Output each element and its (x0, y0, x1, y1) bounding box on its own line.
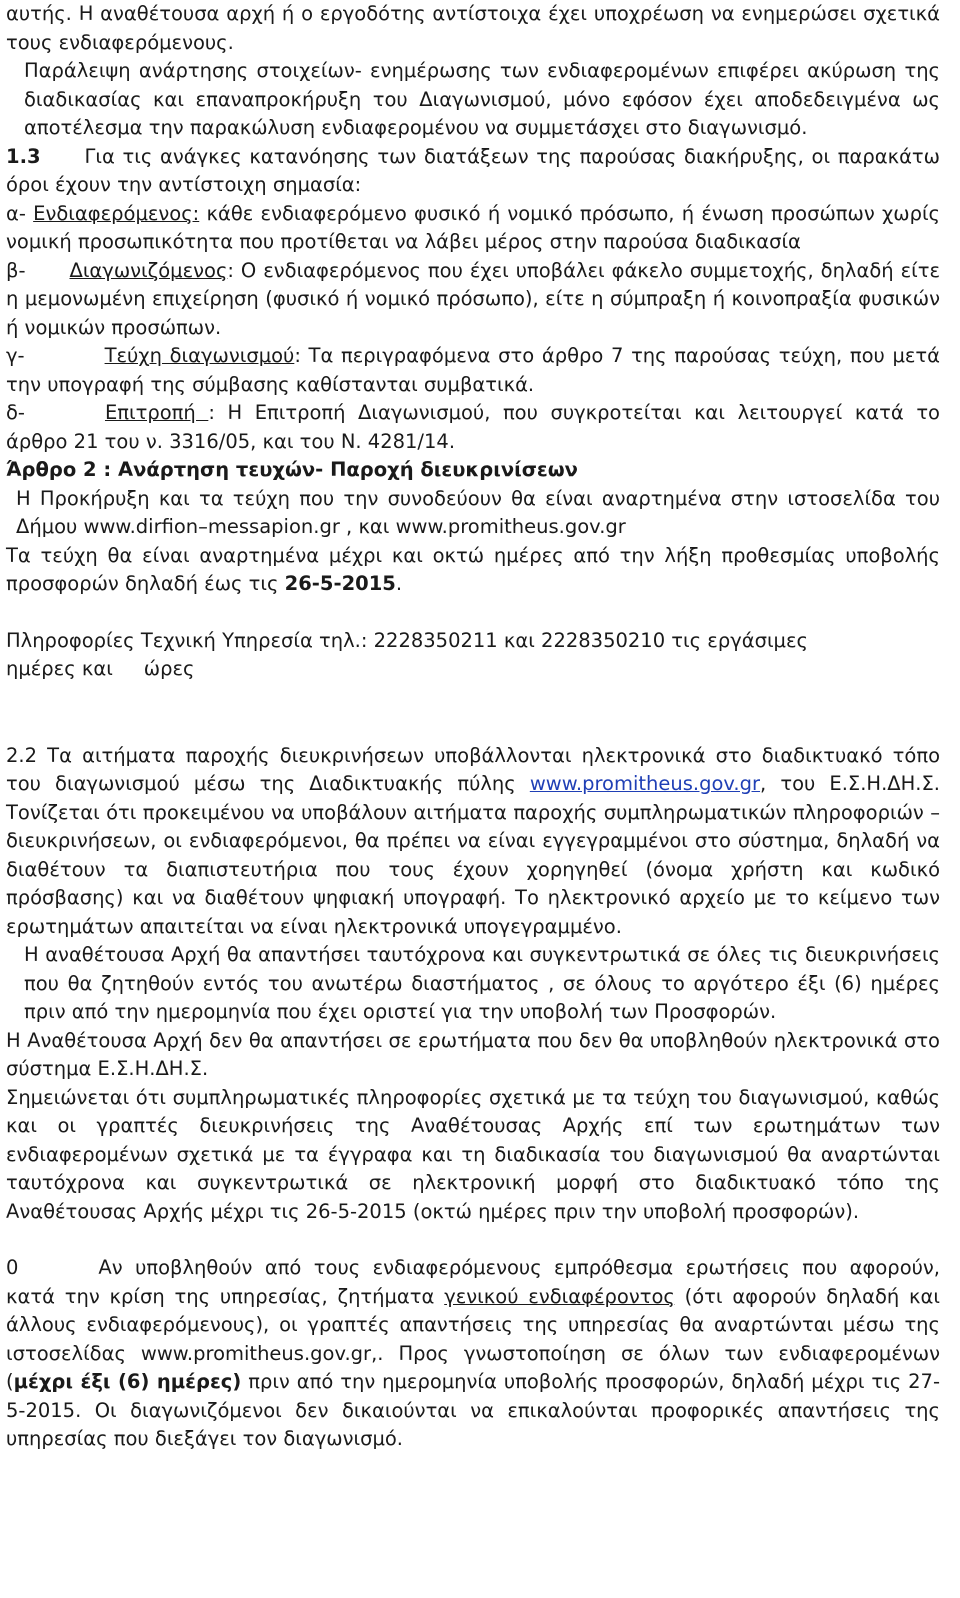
definition-text: κάθε ενδιαφερόμενο φυσικό ή νομικό πρόσωπο, ή ένωση προσώπων χωρίς νομική προσωπικότητα που προτίθεται να λάβει μέρος στην παρούσα διαδικασία (6, 201, 940, 253)
info-line-1: Πληροφορίες Τεχνική Υπηρεσία τηλ.: 2228350211 και 2228350210 τις εργάσιμες (6, 628, 808, 652)
final-paragraph (6, 1254, 940, 1454)
article-2-para-2 (6, 542, 940, 599)
definition-delta (6, 399, 940, 456)
info-line-2: ημέρες και ώρες (6, 657, 195, 680)
omission-text: Παράλειψη ανάρτησης στοιχείων- ενημέρωσης των ενδιαφερομένων επιφέρει ακύρωση της διαδικασίας και επαναπροκήρυξη του Διαγωνισμού, μόνο εφόσον έχει αποδεδειγμένα ως αποτέλεσμα την παρακώλυση ενδιαφερομένου να συμμετάσχει στο διαγωνισμό. (24, 59, 940, 139)
definition-term: Τεύχη διαγωνισμού (104, 344, 295, 367)
definition-term: Ενδιαφερόμενος: (33, 201, 200, 225)
section-2-2-para-c: Η Αναθέτουσα Αρχή δεν θα απαντήσει σε ερωτήματα που δεν θα υποβληθούν ηλεκτρονικά στο σύστημα Ε.Σ.Η.ΔΗ.Σ. (6, 1028, 940, 1080)
definition-term: Διαγωνιζόμενος (69, 258, 228, 282)
promitheus-link[interactable]: www.promitheus.gov.gr (529, 772, 761, 795)
definition-alpha (6, 200, 940, 257)
definition-text: : Η Επιτροπή Διαγωνισμού, που συγκροτείται και λειτουργεί κατά το άρθρο 21 του ν. 3316/05, και του Ν. 4281/14. (6, 401, 940, 453)
definition-text: : Τα περιγραφόμενα στο άρθρο 7 της παρούσας τεύχη, που μετά την υπογραφή της σύμβασης καθίστανται συμβατικά. (6, 344, 940, 396)
general-interest-term: γενικού ενδιαφέροντος (444, 1284, 675, 1308)
section-2-2-para-b: Η αναθέτουσα Αρχή θα απαντήσει ταυτόχρονα και συγκεντρωτικά σε όλες τις διευκρινήσεις που θα ζητηθούν εντός του ανωτέρω διαστήματος , σε όλους το αργότερο έξι (6) ημέρες πριν από την ημερομηνία που έχει οριστεί για την υποβολή των Προσφορών. (24, 943, 940, 1023)
omission-paragraph (6, 57, 940, 143)
article-2-heading: Άρθρο 2 : Ανάρτηση τευχών- Παροχή διευκρινίσεων (6, 458, 578, 481)
definition-prefix: γ- (6, 344, 25, 367)
intro-paragraph (6, 0, 940, 57)
article-2-text: Η Προκήρυξη και τα τεύχη που την συνοδεύουν θα είναι αναρτημένα στην ιστοσελίδα του Δήμου www.dirfion–messapion.gr , και www.promitheus.gov.gr (16, 486, 940, 538)
definition-prefix: β- (6, 258, 26, 282)
definition-text: : Ο ενδιαφερόμενος που έχει υποβάλει φάκελο συμμετοχής, δηλαδή είτε η μεμονωμένη επιχείρηση (φυσικό ή νομικό πρόσωπο), είτε η σύμπραξη ή κοινοπραξία φυσικών ή νομικών προσώπων. (6, 258, 940, 339)
section-2-2 (6, 742, 940, 942)
final-number: 0 (6, 1256, 19, 1279)
final-text: Αν υποβληθούν από τους ενδιαφερόμενους εμπρόθεσμα ερωτήσεις που αφορούν, κατά την κρίση της υπηρεσίας, ζητήματα (6, 1256, 940, 1308)
section-text: Για τις ανάγκες κατανόησης των διατάξεων της παρούσας διακήρυξης, οι παρακάτω όροι έχουν την αντίστοιχη σημασία: (6, 144, 940, 196)
article-2-text: Τα τεύχη θα είναι αναρτημένα μέχρι και οκτώ ημέρες από την λήξη προθεσμίας υποβολής προσφορών δηλαδή έως τις (6, 543, 940, 595)
six-days-emphasis: μέχρι έξι (6) ημέρες) (13, 1370, 242, 1393)
spacer (6, 684, 940, 742)
definition-gamma (6, 342, 940, 399)
definition-term: Επιτροπή (104, 401, 209, 424)
section-number: 1.3 (6, 144, 41, 168)
spacer (6, 599, 940, 627)
final-text-3: πριν από την ημερομηνία υποβολής προσφορών, δηλαδή μέχρι τις 27-5-2015. Οι διαγωνιζόμενοι δεν δικαιούνται να επικαλούνται προφορικές απαντήσεις της υπηρεσίας που διεξάγει τον διαγωνισμό. (6, 1370, 940, 1450)
section-1-3-intro (6, 143, 940, 200)
section-2-2-text: 2.2 Τα αιτήματα παροχής διευκρινήσεων υποβάλλονται ηλεκτρονικά στο διαδικτυακό τόπο του διαγωνισμού μέσω της Διαδικτυακής πύλης (6, 743, 940, 795)
intro-text: αυτής. Η αναθέτουσα αρχή ή ο εργοδότης αντίστοιχα έχει υποχρέωση να ενημερώσει σχετικά τους ενδιαφερόμενους. (6, 2, 940, 54)
final-text-2: (ότι αφορούν δηλαδή και άλλους ενδιαφερόμενους), οι γραπτές απαντήσεις της υπηρεσίας θα αναρτώνται μέσω της ιστοσελίδας www.promitheus.gov.gr,. Προς γνωστοποίηση σε όλων των ενδιαφερομένων ( (6, 1284, 940, 1393)
article-2-text-end: . (395, 572, 403, 595)
definition-prefix: α- (6, 201, 34, 225)
definition-beta (6, 257, 940, 343)
spacer (6, 1226, 940, 1254)
definition-prefix: δ- (6, 401, 25, 424)
deadline-date: 26-5-2015 (284, 572, 396, 595)
section-2-2-para-d: Σημειώνεται ότι συμπληρωματικές πληροφορίες σχετικά με τα τεύχη του διαγωνισμού, καθώς και οι γραπτές διευκρινήσεις της Αναθέτουσας Αρχής επί των ερωτημάτων των ενδιαφερομένων σχετικά με τα έγγραφα και τη διαδικασία του διαγωνισμού θα αναρτώνται ταυτόχρονα και συγκεντρωτικά σε ηλεκτρονική μορφή στο διαδικτυακό τόπο της Αναθέτουσας Αρχής μέχρι τις 26-5-2015 (οκτώ ημέρες πριν την υποβολή προσφορών). (6, 1085, 940, 1223)
section-2-2-text-cont: , του Ε.Σ.Η.ΔΗ.Σ. Τονίζεται ότι προκειμένου να υποβάλουν αιτήματα παροχής συμπληρωματικών πληροφοριών – διευκρινήσεων, οι ενδιαφερόμενοι, θα πρέπει να είναι εγγεγραμμένοι στο σύστημα, δηλαδή να διαθέτουν τα διαπιστευτήρια που τους έχουν χορηγηθεί (όνομα χρήστη και κωδικό πρόσβασης) και να διαθέτουν ψηφιακή υπογραφή. Το ηλεκτρονικό αρχείο με το κείμενο των ερωτημάτων απαιτείται να είναι ηλεκτρονικά υπογεγραμμένο. (6, 772, 941, 938)
article-2-para-1 (6, 485, 940, 542)
